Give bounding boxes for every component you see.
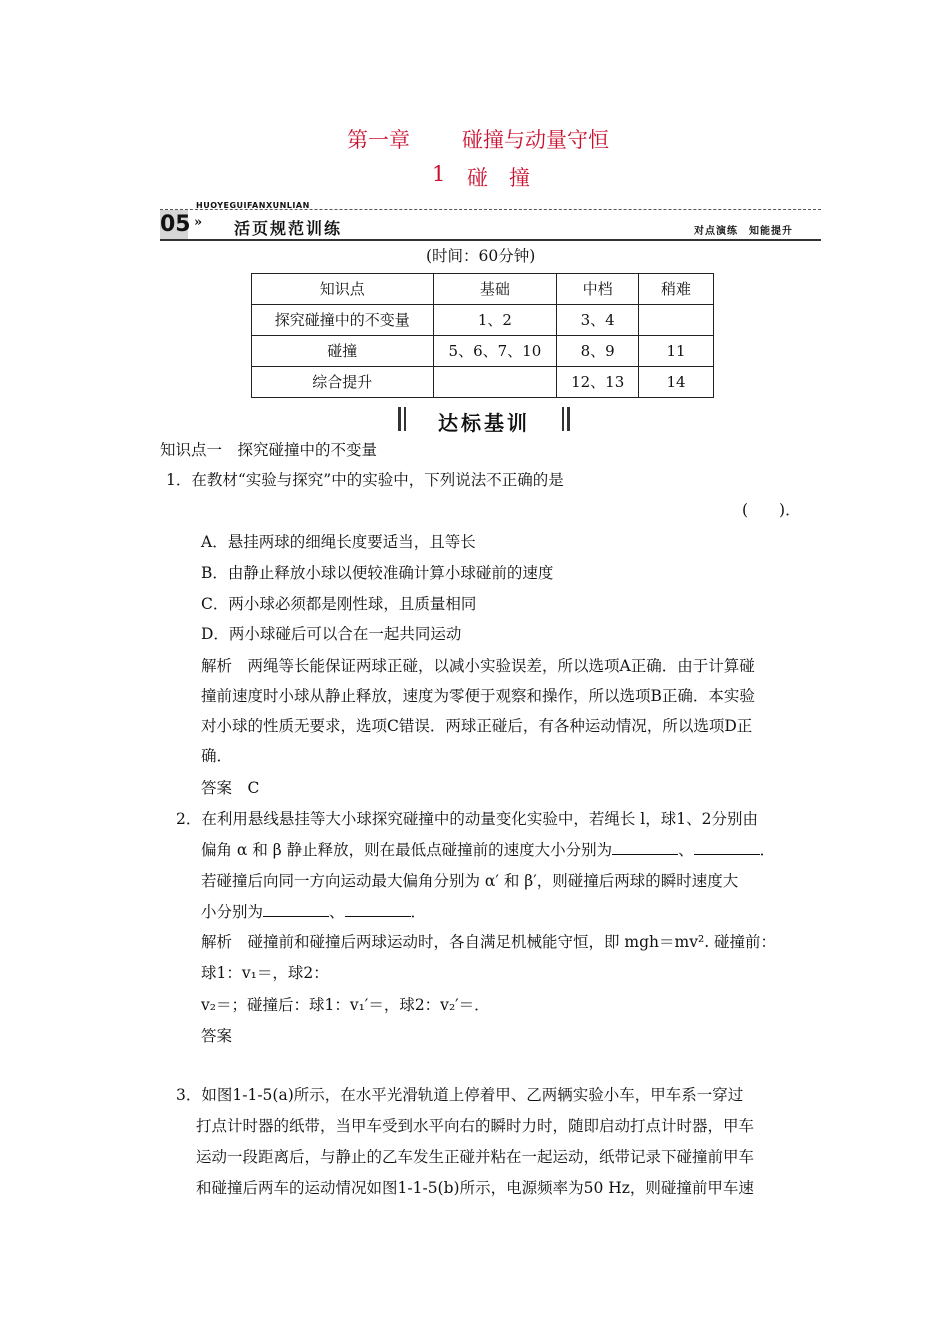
analysis-line: 解析 两绳等长能保证两球正碰，以减小实验误差，所以选项A正确．由于计算碰 bbox=[201, 657, 755, 675]
answer-blank[interactable] bbox=[612, 853, 678, 855]
period: ． bbox=[410, 903, 427, 921]
knowledge-table bbox=[251, 273, 714, 398]
table-cell: 8、9 bbox=[557, 336, 639, 367]
question-line: 和碰撞后两车的运动情况如图1-1-5(b)所示，电源频率为50 Hz，则碰撞前甲车速 bbox=[196, 1179, 754, 1197]
chapter-number: 第一章 bbox=[347, 128, 410, 152]
question-stem: 3．如图1-1-5(a)所示，在水平光滑轨道上停着甲、乙两辆实验小车，甲车系一穿过 bbox=[176, 1086, 744, 1104]
answer-line: 答案 C bbox=[201, 779, 260, 797]
table-cell: 碰撞 bbox=[252, 336, 434, 367]
analysis-line: v₂＝；碰撞后：球1：v₁′＝，球2：v₂′＝． bbox=[201, 996, 490, 1014]
answer-blank[interactable] bbox=[694, 853, 760, 855]
question-text: 偏角 α 和 β 静止释放，则在最低点碰撞前的速度大小分别为 bbox=[201, 841, 613, 859]
banner-pinyin: HUOYEGUIFANXUNLIAN bbox=[196, 201, 310, 210]
table-cell: 5、6、7、10 bbox=[433, 336, 557, 367]
section-header-text: 达标基训 bbox=[438, 411, 530, 435]
section-title: 碰 撞 bbox=[467, 166, 530, 190]
question-text: 小分别为 bbox=[201, 903, 264, 921]
question-line bbox=[201, 843, 775, 859]
analysis-line: 解析 碰撞前和碰撞后两球运动时，各自满足机械能守恒，即 mgh＝mv². 碰撞前： bbox=[201, 933, 777, 951]
table-cell: 3、4 bbox=[557, 305, 639, 336]
answer-line: 答案 bbox=[201, 1027, 233, 1045]
analysis-line: 撞前速度时小球从静止释放，速度为零便于观察和操作，所以选项B正确．本实验 bbox=[201, 687, 755, 705]
answer-blank[interactable] bbox=[263, 915, 329, 917]
banner-arrow-icon: » bbox=[194, 215, 203, 230]
option-b: B．由静止释放小球以便较准确计算小球碰前的速度 bbox=[201, 564, 554, 582]
table-header-cell: 中档 bbox=[557, 274, 639, 305]
question-line: 若碰撞后向同一方向运动最大偏角分别为 α′ 和 β′，则碰撞后两球的瞬时速度大 bbox=[201, 872, 739, 890]
chapter-title: 碰撞与动量守恒 bbox=[462, 128, 609, 152]
table-row bbox=[252, 367, 714, 398]
separator: 、 bbox=[329, 903, 345, 921]
banner-rule bbox=[160, 239, 821, 241]
banner-label: 活页规范训练 bbox=[234, 219, 343, 238]
knowledge-point-heading: 知识点一 探究碰撞中的不变量 bbox=[160, 441, 378, 459]
analysis-line: 球1：v₁＝，球2： bbox=[201, 964, 329, 982]
table-cell: 探究碰撞中的不变量 bbox=[252, 305, 434, 336]
table-header-cell: 知识点 bbox=[252, 274, 434, 305]
period: ． bbox=[759, 841, 776, 859]
table-row bbox=[252, 305, 714, 336]
table-cell bbox=[639, 305, 714, 336]
time-note: (时间：60分钟) bbox=[426, 247, 536, 265]
option-d: D．两小球碰后可以合在一起共同运动 bbox=[201, 625, 462, 643]
question-stem: 1．在教材“实验与探究”中的实验中，下列说法不正确的是 bbox=[166, 471, 564, 489]
table-cell bbox=[433, 367, 557, 398]
separator: 、 bbox=[678, 841, 694, 859]
table-header-cell: 稍难 bbox=[639, 274, 714, 305]
question-stem: 2．在利用悬线悬挂等大小球探究碰撞中的动量变化实验中，若绳长 l，球1、2分别由 bbox=[176, 810, 758, 828]
analysis-line: 对小球的性质无要求，选项C错误．两球正碰后，有各种运动情况，所以选项D正 bbox=[201, 717, 753, 735]
option-c: C．两小球必须都是刚性球，且质量相同 bbox=[201, 595, 477, 613]
table-cell: 1、2 bbox=[433, 305, 557, 336]
table-header-row bbox=[252, 274, 714, 305]
section-header-bar bbox=[567, 407, 570, 431]
question-line bbox=[201, 905, 426, 921]
section-header-bar bbox=[562, 407, 564, 431]
table-cell: 11 bbox=[639, 336, 714, 367]
table-row bbox=[252, 336, 714, 367]
question-line: 运动一段距离后，与静止的乙车发生正碰并粘在一起运动，纸带记录下碰撞前甲车 bbox=[196, 1148, 755, 1166]
answer-blank[interactable] bbox=[345, 915, 411, 917]
option-a: A．悬挂两球的细绳长度要适当，且等长 bbox=[201, 533, 476, 551]
answer-paren: ( )． bbox=[742, 501, 801, 519]
table-cell: 14 bbox=[639, 367, 714, 398]
table-header-cell: 基础 bbox=[433, 274, 557, 305]
banner-tag: 对点演练 知能提升 bbox=[694, 226, 793, 237]
banner-number: 05 bbox=[160, 212, 191, 237]
question-line: 打点计时器的纸带，当甲车受到水平向右的瞬时力时，随即启动打点计时器，甲车 bbox=[196, 1117, 755, 1135]
table-cell: 综合提升 bbox=[252, 367, 434, 398]
section-number: 1 bbox=[432, 162, 446, 186]
section-header bbox=[398, 405, 570, 433]
analysis-line: 确． bbox=[201, 747, 233, 765]
table-cell: 12、13 bbox=[557, 367, 639, 398]
